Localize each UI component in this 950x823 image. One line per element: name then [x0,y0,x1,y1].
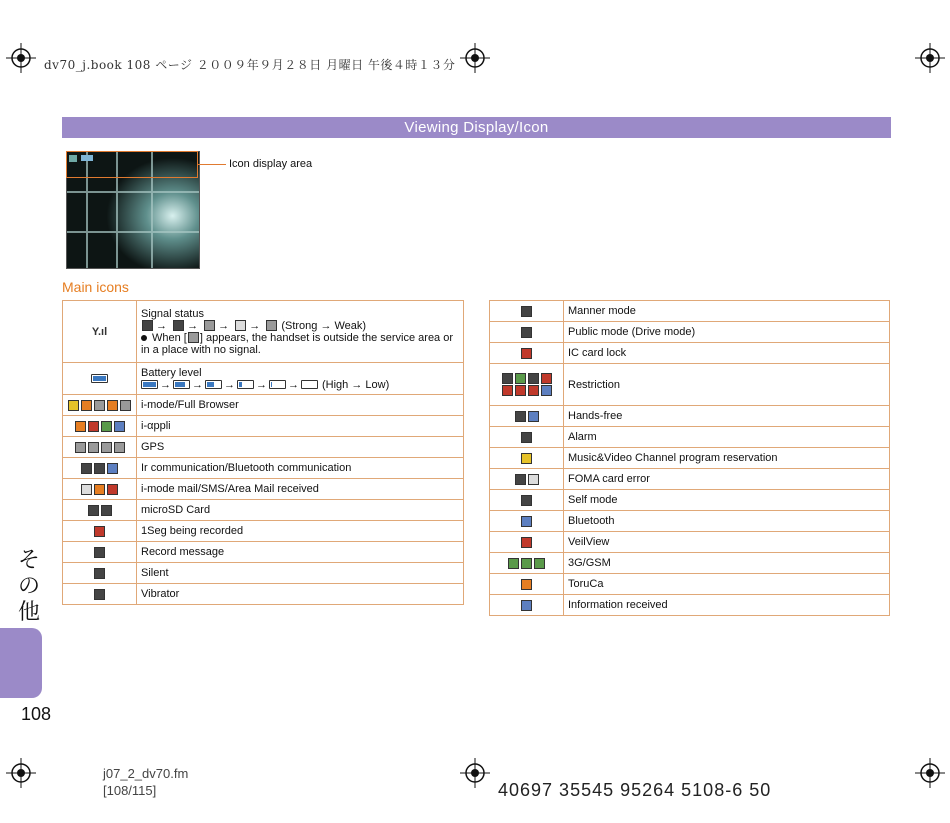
icon-cell [490,406,564,427]
icon-area-label: Icon display area [229,158,313,170]
table-row [490,595,890,616]
battery-level-icon [301,380,318,389]
signal-low-icon [204,320,215,331]
table-row [63,542,464,563]
table-row [63,416,464,437]
registration-mark-bottom-right [915,758,945,788]
status-icon [107,400,118,411]
icon-description: Hands-free [564,406,890,427]
icon-description: VeilView [564,532,890,553]
callout-line [198,164,226,165]
icon-cell [490,301,564,322]
footer-file-info [103,765,188,799]
table-row [490,532,890,553]
signal-scale: → → → → (Strong → Weak) [141,320,459,332]
status-icon [508,558,519,569]
status-icon [107,463,118,474]
icon-cell [490,595,564,616]
icon-cell [490,343,564,364]
battery-scale: → → → → → (High → Low) [141,379,459,391]
table-row [490,301,890,322]
icon-description: FOMA card error [564,469,890,490]
status-icon [94,526,105,537]
icon-description: i-mode/Full Browser [137,395,464,416]
icon-description: Ir communication/Bluetooth communication [137,458,464,479]
status-icon [521,306,532,317]
status-icon [502,373,513,384]
table-row [490,553,890,574]
icon-cell [490,469,564,490]
signal-strong-icon [142,320,153,331]
table-row [63,458,464,479]
status-icon [521,579,532,590]
status-icon [515,474,526,485]
footer-file-name: j07_2_dv70.fm [103,766,189,781]
status-icon [114,442,125,453]
battery-title: Battery level [141,366,202,379]
status-icon [94,463,105,474]
status-icon [81,484,92,495]
table-row [490,511,890,532]
signal-title: Signal status [141,307,204,320]
icon-cell [490,532,564,553]
signal-description [137,301,464,363]
side-index-text: その他 [17,548,40,625]
signal-note-before: When [ [152,331,187,344]
battery-description [137,363,464,395]
battery-level-icon [237,380,254,389]
icon-description: Alarm [564,427,890,448]
page-number: 108 [21,704,52,724]
battery-level-icon [205,380,222,389]
icon-description: Vibrator [137,584,464,605]
table-row [63,500,464,521]
status-icon [521,537,532,548]
signal-strength-icon: Y.ıl [91,325,108,338]
table-row [490,343,890,364]
table-row [63,479,464,500]
icon-description: microSD Card [137,500,464,521]
table-row [490,448,890,469]
icon-cell [490,553,564,574]
icon-cell [490,322,564,343]
battery-scale-text: (High → Low) [322,378,390,391]
signal-scale-text: (Strong → Weak) [281,319,367,332]
icon-cell [63,563,137,584]
signal-note-after: ] appears, the handset is outside the service area or in a place with no signal. [141,331,454,356]
icon-description: Public mode (Drive mode) [564,322,890,343]
icon-cell [490,427,564,448]
icon-description: GPS [137,437,464,458]
status-icon [541,385,552,396]
status-icon [515,385,526,396]
icon-cell [63,395,137,416]
icon-description: Record message [137,542,464,563]
table-row [490,427,890,448]
status-icon [101,505,112,516]
icon-description: IC card lock [564,343,890,364]
out-of-service-icon [188,332,199,343]
battery-level-icon [141,380,158,389]
status-icon [68,400,79,411]
icon-cell [490,490,564,511]
icon-cell [490,364,564,406]
status-icon [528,385,539,396]
table-row [490,364,890,406]
battery-level-icon [173,380,190,389]
table-row [490,469,890,490]
registration-mark-bottom-left [6,758,36,788]
status-icon [94,589,105,600]
signal-note [141,332,459,356]
signal-medium-icon [173,320,184,331]
icon-cell [63,458,137,479]
icon-cell [63,437,137,458]
section-title: Main icons [62,279,129,295]
status-icon [94,484,105,495]
out-of-service-icon [266,320,277,331]
status-icon [114,421,125,432]
registration-mark-bottom-center [460,758,490,788]
status-icon [515,373,526,384]
status-icon [521,600,532,611]
status-icon [502,385,513,396]
status-icon [81,463,92,474]
icon-description: Self mode [564,490,890,511]
print-header-line: dv70_j.book 108 ページ ２００９年９月２８日 月曜日 午後４時１３分 [44,58,456,72]
icon-description: 1Seg being recorded [137,521,464,542]
icon-description: i-αppli [137,416,464,437]
status-icon [521,558,532,569]
icon-cell [63,500,137,521]
status-icon [81,400,92,411]
status-icon [528,373,539,384]
status-icon [521,432,532,443]
print-code: 40697 35545 95264 5108-6 50 [498,780,772,800]
left-icon-table [62,300,464,605]
side-index-tab [0,628,42,698]
icon-cell [63,542,137,563]
registration-mark-top-center [460,43,490,73]
status-icon [515,411,526,422]
icon-cell [63,584,137,605]
status-icon [94,400,105,411]
table-row-battery [63,363,464,395]
signal-weak-icon [235,320,246,331]
icon-area-highlight [66,151,198,178]
status-icon [521,453,532,464]
bullet-icon [141,335,147,341]
icon-cell [63,416,137,437]
icon-description: ToruCa [564,574,890,595]
status-icon [521,495,532,506]
icon-description: Manner mode [564,301,890,322]
status-icon [88,442,99,453]
table-row [490,574,890,595]
status-icon [521,348,532,359]
right-icon-table [489,300,890,616]
icon-description: i-mode mail/SMS/Area Mail received [137,479,464,500]
battery-full-icon [91,374,108,383]
status-icon [75,442,86,453]
table-row [490,406,890,427]
registration-mark-top-left [6,43,36,73]
table-row [490,322,890,343]
icon-description: Bluetooth [564,511,890,532]
icon-cell [490,511,564,532]
table-row [63,521,464,542]
table-row [63,584,464,605]
table-row [63,563,464,584]
status-icon [107,484,118,495]
status-icon [88,421,99,432]
icon-description: 3G/GSM [564,553,890,574]
table-row [63,395,464,416]
status-icon [521,516,532,527]
registration-mark-top-right [915,43,945,73]
status-icon [528,474,539,485]
page-banner-title: Viewing Display/Icon [62,117,891,138]
status-icon [88,505,99,516]
icon-description: Silent [137,563,464,584]
status-icon [120,400,131,411]
status-icon [94,547,105,558]
status-icon [75,421,86,432]
signal-icon-cell [63,301,137,363]
table-row [63,437,464,458]
status-icon [101,442,112,453]
icon-cell [490,448,564,469]
table-row-signal [63,301,464,363]
status-icon [541,373,552,384]
status-icon [521,327,532,338]
icon-cell [490,574,564,595]
icon-description: Music&Video Channel program reservation [564,448,890,469]
icon-description: Information received [564,595,890,616]
icon-description: Restriction [564,364,890,406]
status-icon [94,568,105,579]
icon-cell [63,479,137,500]
footer-page-range: [108/115] [103,783,157,798]
status-icon [101,421,112,432]
icon-cell [63,521,137,542]
status-icon [534,558,545,569]
status-icon [528,411,539,422]
table-row [490,490,890,511]
battery-level-icon [269,380,286,389]
battery-icon-cell [63,363,137,395]
